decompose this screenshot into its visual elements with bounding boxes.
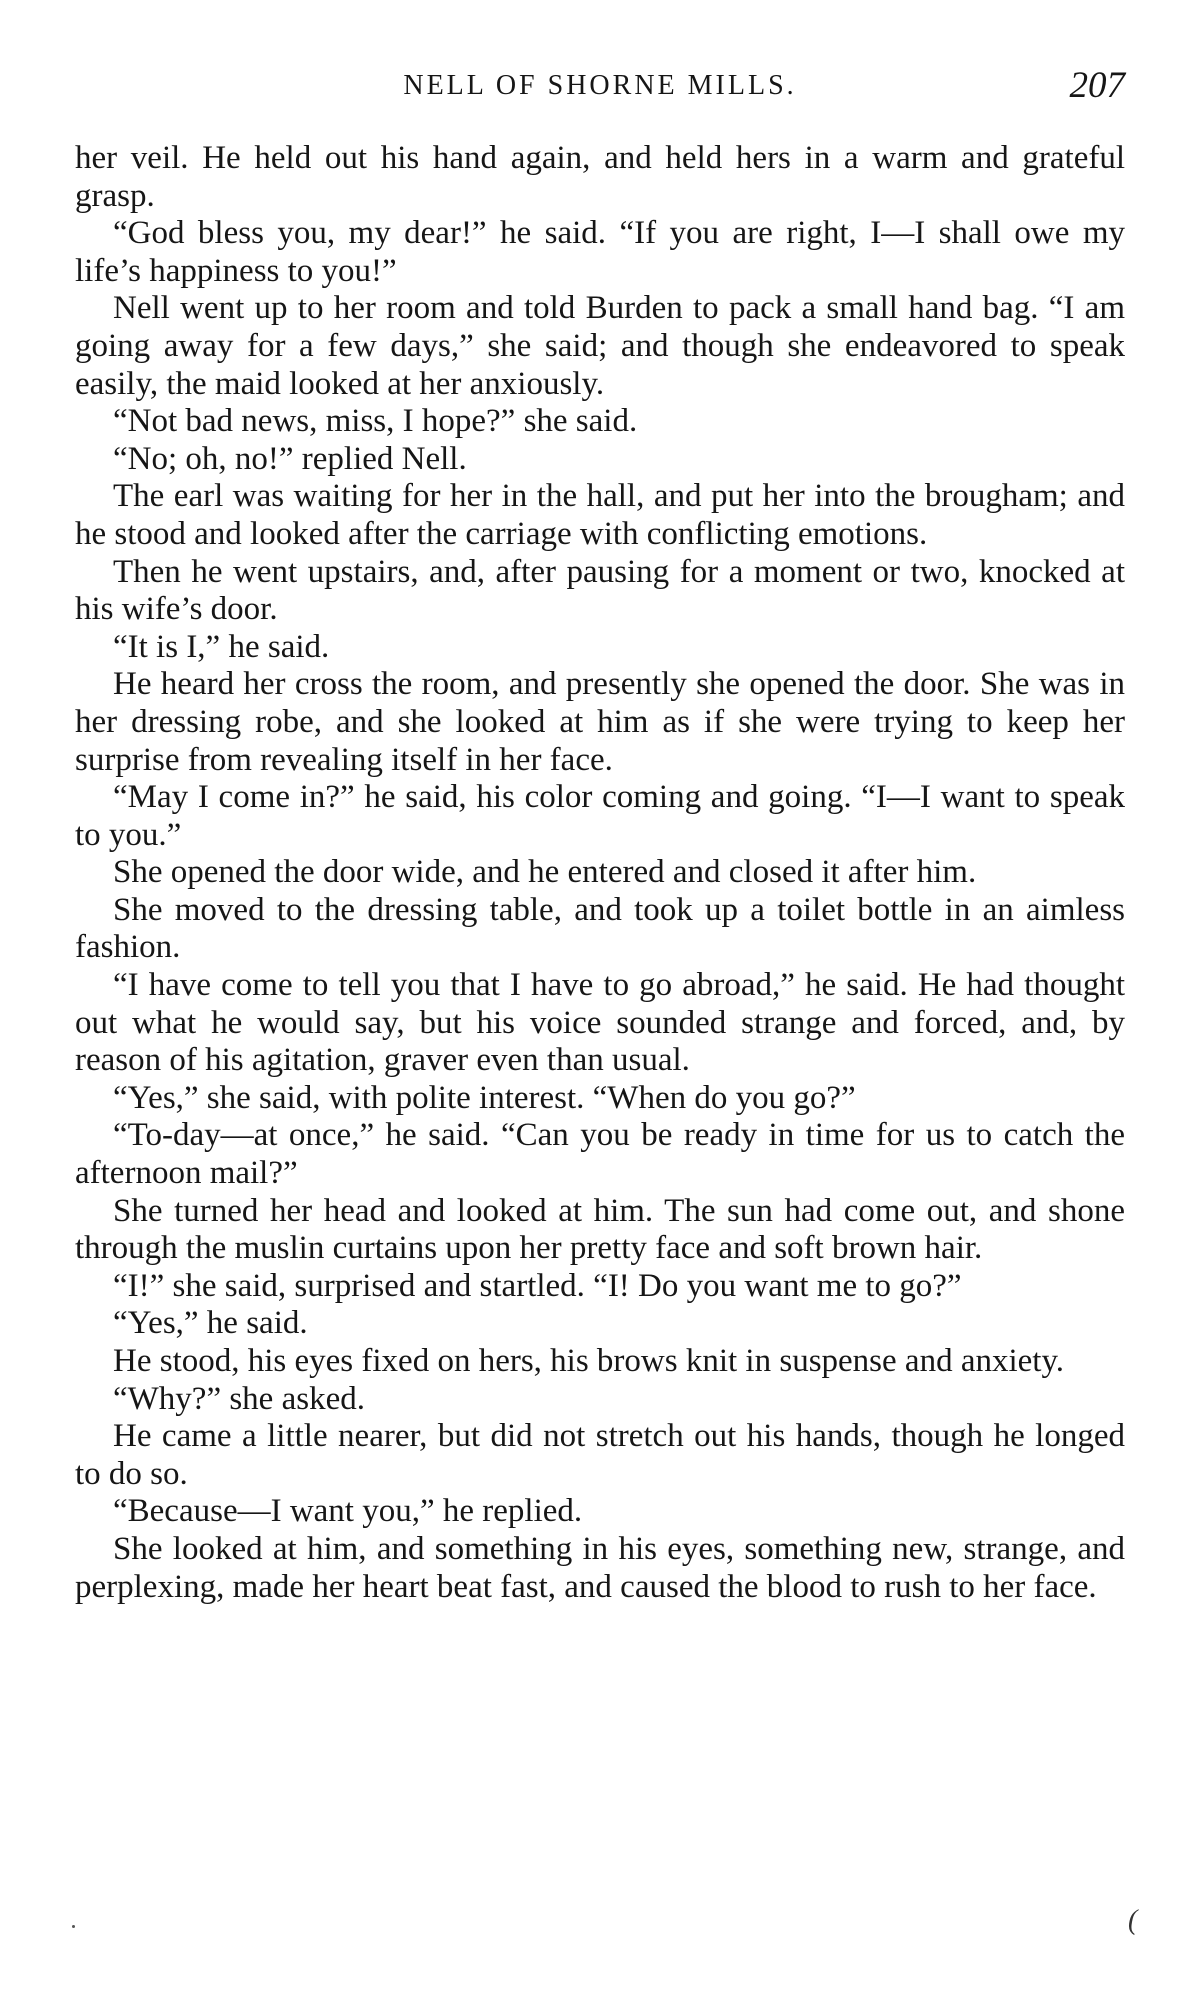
paragraph: “I have come to tell you that I have to go abroad,” he said. He had thought out what he would say, but his voice sounded strange and forced, and, by reason of his agitation, graver even than usual. <box>75 967 1125 1079</box>
running-head <box>75 64 1125 110</box>
paragraph: Nell went up to her room and told Burden to pack a small hand bag. “I am going away for a few days,” she said; and though she endeavored to speak easily, the maid looked at her anxiously. <box>75 290 1125 402</box>
paragraph: “Yes,” she said, with polite interest. “When do you go?” <box>113 1079 856 1116</box>
running-title: NELL OF SHORNE MILLS. <box>403 70 797 101</box>
margin-mark: ( <box>1128 1905 1138 1936</box>
paragraph: She looked at him, and something in his eyes, something new, strange, and perplexing, made her heart beat fast, and caused the blood to rush to her face. <box>75 1530 1125 1605</box>
paragraph: her veil. He held out his hand again, and held hers in a warm and grateful grasp. <box>75 140 1125 214</box>
paragraph: “Why?” she asked. <box>113 1380 365 1417</box>
paragraph: She moved to the dressing table, and took up a toilet bottle in an aimless fashion. <box>75 891 1125 966</box>
paragraph: “Yes,” he said. <box>113 1305 308 1342</box>
paragraph: He heard her cross the room, and presently she opened the door. She was in her dressing robe, and she looked at him as if she were trying to keep her surprise from revealing itself in her face. <box>75 666 1125 778</box>
paragraph: “Not bad news, miss, I hope?” she said. <box>113 403 638 440</box>
paragraph: He stood, his eyes fixed on hers, his brows knit in suspense and anxiety. <box>113 1343 1065 1379</box>
paragraph: “May I come in?” he said, his color coming and going. “I—I want to speak to you.” <box>75 779 1125 853</box>
page-number: 207 <box>1069 65 1125 106</box>
paragraph: He came a little nearer, but did not stretch out his hands, though he longed to do so. <box>75 1418 1125 1492</box>
paragraph: “God bless you, my dear!” he said. “If you are right, I—I shall owe my life’s happiness to you!” <box>75 215 1125 289</box>
paragraph: She opened the door wide, and he entered and closed it after him. <box>113 854 977 891</box>
paragraph: The earl was waiting for her in the hall, and put her into the brougham; and he stood and looked after the carriage with conflicting emotions. <box>75 478 1125 552</box>
paragraph: She turned her head and looked at him. The sun had come out, and shone through the muslin curtains upon her pretty face and soft brown hair. <box>75 1192 1125 1267</box>
paragraph: “I!” she said, surprised and startled. “I! Do you want me to go?” <box>113 1267 962 1304</box>
paragraph: “Because—I want you,” he replied. <box>113 1493 583 1530</box>
paragraph: “No; oh, no!” replied Nell. <box>113 440 467 477</box>
paragraph: Then he went upstairs, and, after pausing for a moment or two, knocked at his wife’s door. <box>75 553 1125 628</box>
print-speck <box>72 1925 75 1928</box>
paragraph: “To-day—at once,” he said. “Can you be ready in time for us to catch the afternoon mail?” <box>75 1117 1125 1192</box>
body-text <box>75 140 1125 1606</box>
paragraph: “It is I,” he said. <box>113 628 330 665</box>
